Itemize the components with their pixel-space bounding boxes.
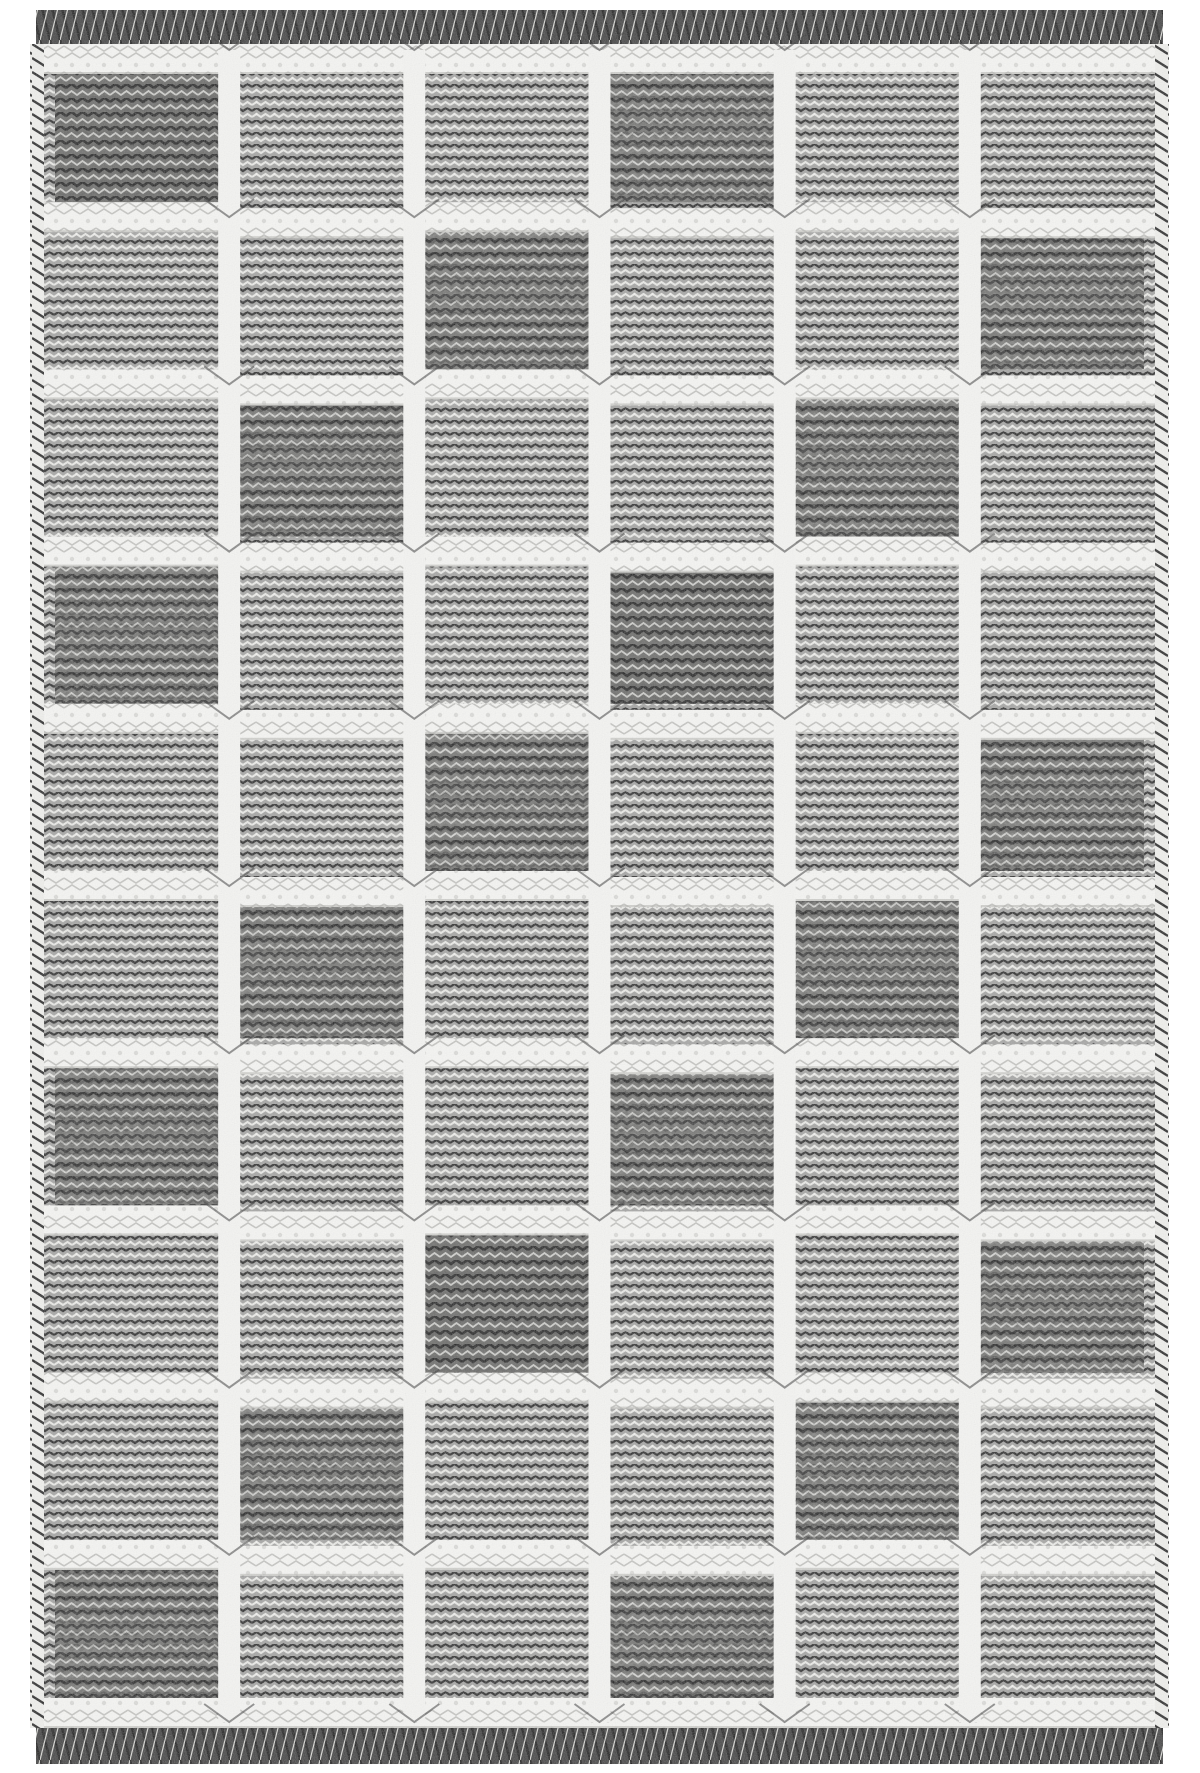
- rug-grid-band-shadow: [785, 1568, 970, 1570]
- rug-cell: [796, 1403, 959, 1540]
- rug-grid-band-horizontal: [44, 202, 229, 232]
- rug-grid-band-shadow: [970, 571, 1155, 573]
- rug-cell: [55, 1570, 218, 1707]
- rug-cell: [425, 567, 588, 704]
- rug-grid-band-horizontal: [229, 44, 414, 74]
- rug-grid-band-horizontal: [785, 1373, 970, 1403]
- rug-grid-band-horizontal: [229, 877, 414, 907]
- rug-grid-band-shadow: [414, 565, 599, 567]
- rug-cell: [55, 1068, 218, 1205]
- rug-cell: [425, 734, 588, 871]
- rug-grid-band-shadow: [414, 1233, 599, 1235]
- rug-grid-band-shadow: [970, 72, 1155, 74]
- rug-grid-band-horizontal: [970, 44, 1155, 74]
- rug-cell: [611, 399, 774, 536]
- rug-cell: [240, 232, 403, 369]
- rug-grid-band-shadow: [229, 738, 414, 740]
- rug-cell: [55, 1235, 218, 1372]
- rug-grid-band-horizontal: [414, 369, 599, 399]
- rug-grid-band-horizontal: [600, 375, 785, 405]
- rug-grid-band-horizontal: [600, 208, 785, 238]
- rug-grid-band-shadow: [600, 1574, 785, 1576]
- rug-grid-band-horizontal: [414, 871, 599, 901]
- rug-grid-band-shadow: [970, 403, 1155, 405]
- rug-grid-band-horizontal: [970, 1379, 1155, 1409]
- rug-grid-band-shadow: [785, 1726, 970, 1728]
- rug-top-end-band: [36, 10, 1163, 46]
- rug-cell: [611, 901, 774, 1038]
- rug-grid-band-shadow: [229, 571, 414, 573]
- rug-grid-band-shadow: [785, 899, 970, 901]
- rug-grid-band-horizontal: [970, 710, 1155, 740]
- rug-grid-band-shadow: [414, 899, 599, 901]
- rug-grid-band-horizontal: [785, 202, 970, 232]
- rug-grid-band-horizontal: [414, 1373, 599, 1403]
- rug-grid-band-shadow: [44, 732, 229, 734]
- rug-cell: [425, 399, 588, 536]
- rug-grid-band-shadow: [229, 1574, 414, 1576]
- rug-grid-band-shadow: [970, 738, 1155, 740]
- rug-grid-band-horizontal: [970, 1211, 1155, 1241]
- rug-cell: [55, 232, 218, 369]
- rug-grid-band-horizontal: [970, 208, 1155, 238]
- rug-cell: [55, 399, 218, 536]
- rug-grid-band-shadow: [970, 1072, 1155, 1074]
- rug-grid-band-shadow: [785, 72, 970, 74]
- rug-grid-band-horizontal: [44, 44, 229, 74]
- rug-cell: [240, 567, 403, 704]
- rug-grid-band-horizontal: [600, 44, 785, 74]
- rug-grid-band-horizontal: [785, 537, 970, 567]
- rug-grid-band-horizontal: [785, 1038, 970, 1068]
- rug-cell: [611, 65, 774, 202]
- rug-cell: [981, 1570, 1144, 1707]
- rug-cell: [425, 65, 588, 202]
- rug-grid-band-shadow: [785, 230, 970, 232]
- rug-grid-band-shadow: [229, 72, 414, 74]
- rug-grid-band-shadow: [785, 397, 970, 399]
- rug-grid-band-horizontal: [600, 1211, 785, 1241]
- rug-grid-band-shadow: [970, 236, 1155, 238]
- rug-grid-band-horizontal: [785, 1540, 970, 1570]
- rug-grid-band-shadow: [600, 738, 785, 740]
- rug-grid-band-shadow: [414, 1726, 599, 1728]
- rug-grid-band-shadow: [970, 1726, 1155, 1728]
- rug-grid-band-shadow: [785, 732, 970, 734]
- rug-grid-band-horizontal: [229, 1379, 414, 1409]
- rug-grid-band-horizontal: [44, 1373, 229, 1403]
- rug-cell: [240, 1570, 403, 1707]
- rug-grid-band-shadow: [44, 1401, 229, 1403]
- rug-cell: [240, 1403, 403, 1540]
- rug-grid-band-horizontal: [44, 871, 229, 901]
- rug-grid-band-shadow: [600, 72, 785, 74]
- rug-grid-band-horizontal: [600, 1379, 785, 1409]
- rug-grid-band-shadow: [785, 1233, 970, 1235]
- rug-cell: [981, 901, 1144, 1038]
- rug-cell: [55, 567, 218, 704]
- rug-cell: [611, 567, 774, 704]
- rug-grid-band-shadow: [229, 905, 414, 907]
- rug-grid-band-horizontal: [414, 537, 599, 567]
- rug-cell: [611, 1570, 774, 1707]
- rug-grid-band-shadow: [414, 1401, 599, 1403]
- rug-grid-band-shadow: [414, 1066, 599, 1068]
- rug-grid-band-shadow: [970, 1407, 1155, 1409]
- rug-grid-band-horizontal: [600, 1044, 785, 1074]
- rug-grid-band-horizontal: [600, 543, 785, 573]
- rug-grid-band-shadow: [229, 1726, 414, 1728]
- rug-grid-band-shadow: [414, 397, 599, 399]
- rug-cell: [55, 65, 218, 202]
- rug-grid-band-shadow: [785, 1401, 970, 1403]
- rug-grid-band-horizontal: [44, 1540, 229, 1570]
- rug-grid-band-horizontal: [600, 710, 785, 740]
- rug-grid-band-shadow: [600, 1072, 785, 1074]
- rug-cell: [611, 1068, 774, 1205]
- rug-grid-band-horizontal: [229, 1698, 414, 1728]
- rug-bottom-end-band: [36, 1726, 1163, 1764]
- rug-grid-band-shadow: [44, 899, 229, 901]
- rug-grid-band-horizontal: [785, 1205, 970, 1235]
- rug-cell: [796, 1570, 959, 1707]
- rug-grid-band-horizontal: [229, 543, 414, 573]
- rug-grid-band-horizontal: [600, 1698, 785, 1728]
- rug-cell: [55, 1403, 218, 1540]
- rug-grid-band-horizontal: [44, 537, 229, 567]
- rug-cell: [796, 65, 959, 202]
- rug-grid-band-horizontal: [229, 1211, 414, 1241]
- rug-grid-band-horizontal: [229, 1044, 414, 1074]
- rug-cell: [240, 65, 403, 202]
- rug-grid-band-shadow: [600, 1726, 785, 1728]
- rug-grid-band-shadow: [44, 1568, 229, 1570]
- rug-grid-band-horizontal: [970, 543, 1155, 573]
- rug-grid-band-horizontal: [414, 44, 599, 74]
- rug-cell: [981, 1403, 1144, 1540]
- rug-grid-band-horizontal: [44, 704, 229, 734]
- rug-grid-band-horizontal: [785, 871, 970, 901]
- rug-cell: [55, 901, 218, 1038]
- rug-grid-band-horizontal: [414, 202, 599, 232]
- rug-right-binding: [1155, 44, 1169, 1728]
- rug-grid-band-shadow: [44, 72, 229, 74]
- rug-grid-band-horizontal: [970, 1044, 1155, 1074]
- rug-grid-band-horizontal: [600, 1546, 785, 1576]
- rug-grid-band-horizontal: [414, 704, 599, 734]
- rug-cell: [425, 232, 588, 369]
- rug-cell: [611, 1403, 774, 1540]
- rug-cell: [796, 232, 959, 369]
- rug-grid-band-shadow: [44, 1066, 229, 1068]
- rug-grid-band-horizontal: [970, 1546, 1155, 1576]
- rug-cell: [796, 901, 959, 1038]
- rug-grid-band-shadow: [600, 1239, 785, 1241]
- rug-cell: [981, 1235, 1144, 1372]
- rug-cell: [796, 399, 959, 536]
- rug-grid-band-shadow: [44, 1233, 229, 1235]
- rug-cell: [981, 232, 1144, 369]
- rug-grid-band-horizontal: [970, 1698, 1155, 1728]
- rug-cell: [240, 399, 403, 536]
- rug-cell: [425, 1235, 588, 1372]
- rug-grid-band-shadow: [970, 1239, 1155, 1241]
- rug-grid-band-shadow: [414, 230, 599, 232]
- rug-grid-band-shadow: [600, 236, 785, 238]
- rug-grid-band-horizontal: [414, 1038, 599, 1068]
- rug-grid-band-shadow: [229, 1072, 414, 1074]
- rug-cell: [240, 1235, 403, 1372]
- rug-cell: [55, 734, 218, 871]
- rug-grid-band-shadow: [414, 1568, 599, 1570]
- rug-grid-band-shadow: [229, 403, 414, 405]
- rug-cell: [240, 1068, 403, 1205]
- rug-grid-band-horizontal: [785, 369, 970, 399]
- rug-grid-band-shadow: [785, 1066, 970, 1068]
- rug-grid-band-horizontal: [229, 710, 414, 740]
- rug-grid-band-horizontal: [414, 1540, 599, 1570]
- rug-grid-band-shadow: [600, 571, 785, 573]
- rug-grid-band-shadow: [414, 72, 599, 74]
- rug-grid-band-horizontal: [785, 44, 970, 74]
- rug-grid-band-shadow: [970, 905, 1155, 907]
- rug-grid-band-horizontal: [785, 704, 970, 734]
- rug-grid-band-horizontal: [414, 1698, 599, 1728]
- rug-cell: [240, 734, 403, 871]
- rug-grid-band-shadow: [970, 1574, 1155, 1576]
- rug-grid-band-shadow: [600, 1407, 785, 1409]
- rug-grid-band-horizontal: [44, 369, 229, 399]
- rug-grid-band-horizontal: [970, 375, 1155, 405]
- rug-grid-band-shadow: [44, 1726, 229, 1728]
- rug-grid-band-horizontal: [44, 1205, 229, 1235]
- rug-grid-band-shadow: [414, 732, 599, 734]
- rug-grid-band-horizontal: [229, 208, 414, 238]
- rug-grid-band-horizontal: [229, 1546, 414, 1576]
- rug-grid-band-shadow: [229, 236, 414, 238]
- rug-cell: [425, 1570, 588, 1707]
- rug-cell: [796, 1235, 959, 1372]
- rug: [30, 10, 1169, 1764]
- rug-grid-band-horizontal: [44, 1698, 229, 1728]
- rug-cell: [981, 65, 1144, 202]
- rug-grid-band-horizontal: [785, 1698, 970, 1728]
- rug-grid-band-horizontal: [970, 877, 1155, 907]
- rug-cell: [796, 1068, 959, 1205]
- rug-grid-band-shadow: [44, 397, 229, 399]
- rug-grid-band-shadow: [44, 230, 229, 232]
- rug-grid-band-horizontal: [600, 877, 785, 907]
- rug-grid-band-horizontal: [44, 1038, 229, 1068]
- rug-cell: [981, 1068, 1144, 1205]
- rug-cell: [611, 1235, 774, 1372]
- rug-cell: [796, 734, 959, 871]
- rug-grid-band-shadow: [44, 565, 229, 567]
- rug-grid-band-shadow: [229, 1239, 414, 1241]
- rug-cell: [981, 399, 1144, 536]
- rug-cell: [425, 1068, 588, 1205]
- rug-grid-band-horizontal: [414, 1205, 599, 1235]
- rug-left-binding: [30, 44, 44, 1728]
- rug-cell: [425, 1403, 588, 1540]
- rug-grid-band-shadow: [229, 1407, 414, 1409]
- rug-grid-band-shadow: [600, 403, 785, 405]
- rug-cell: [611, 734, 774, 871]
- rug-cell: [240, 901, 403, 1038]
- rug-cell: [425, 901, 588, 1038]
- rug-cell: [981, 734, 1144, 871]
- rug-cell: [611, 232, 774, 369]
- rug-grid-band-shadow: [600, 905, 785, 907]
- rug-cell: [981, 567, 1144, 704]
- rug-grid-band-shadow: [785, 565, 970, 567]
- rug-cell: [796, 567, 959, 704]
- rug-grid-band-horizontal: [229, 375, 414, 405]
